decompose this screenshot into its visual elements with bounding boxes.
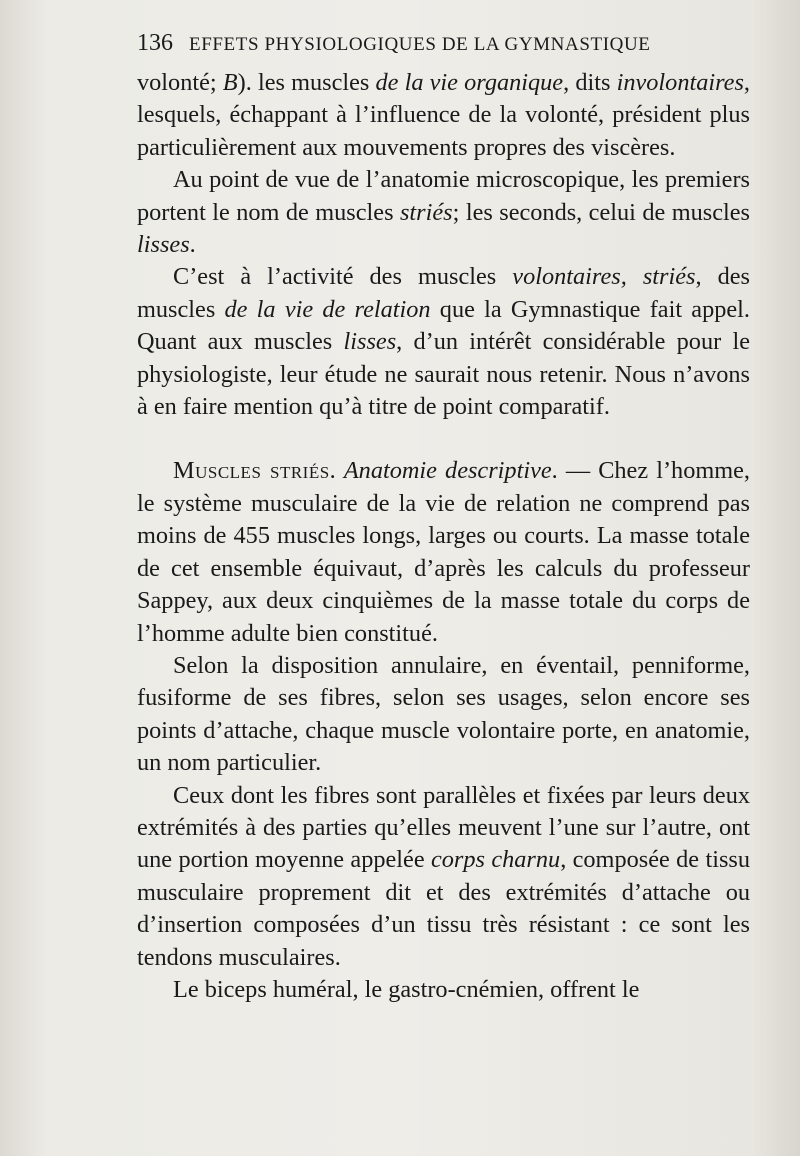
- text-run: Au point de vue de l’anatomie microscopique, les premiers portent le nom de muscles: [137, 166, 750, 226]
- italic-run: de la vie de relation: [224, 295, 431, 323]
- body-text: [137, 67, 750, 1006]
- paragraph: [137, 261, 750, 423]
- italic-run: involontaires: [616, 69, 744, 96]
- paragraph: [137, 780, 750, 974]
- running-header: [137, 30, 757, 57]
- italic-run: de la vie organique: [375, 69, 564, 96]
- paragraph: [137, 164, 750, 261]
- paragraph-continuation: [137, 67, 750, 164]
- page-number: 136: [137, 30, 173, 56]
- text-run: , dits: [563, 69, 617, 96]
- text-run: ; les seconds, celui de muscles: [452, 198, 750, 226]
- italic-run: B: [222, 69, 238, 96]
- subsection-heading: Anatomie descriptive: [343, 457, 552, 485]
- text-run: ). les muscles: [237, 69, 376, 96]
- text-run: , lesquels, échappant à l’influence de la volonté, président plus particulièrement aux mouvements propres des viscères.: [137, 69, 750, 161]
- paragraph: [137, 974, 750, 1006]
- italic-run: volontaires, striés: [512, 263, 696, 291]
- paragraph: [137, 650, 750, 780]
- text-run: .: [329, 457, 344, 485]
- section-paragraph: [137, 455, 750, 649]
- text-run: , d’un intérêt considérable pour le physiologiste, leur étude ne saurait nous retenir. Nous n’avons à en faire mention qu’à titre de point comparatif.: [137, 328, 750, 421]
- text-run: , des muscles: [137, 263, 751, 323]
- italic-run: striés: [399, 198, 453, 226]
- text-run: volonté;: [137, 69, 223, 96]
- text-run: Ceux dont les fibres sont parallèles et fixées par leurs deux extrémités à des parties qu’elles meuvent l’une sur l’autre, ont une portion moyenne appelée: [137, 781, 750, 874]
- text-run: , composée de tissu musculaire proprement dit et des extrémités d’attache ou d’insertion composées d’un tissu très résistant : ce sont les tendons musculaires.: [137, 846, 751, 971]
- text-run: .: [189, 231, 196, 259]
- italic-run: lisses: [137, 231, 190, 259]
- text-run: Le biceps huméral, le gastro-cnémien, offrent le: [173, 975, 640, 1003]
- running-title: EFFETS PHYSIOLOGIQUES DE LA GYMNASTIQUE: [189, 34, 651, 55]
- italic-run: lisses: [343, 328, 397, 356]
- text-run: C’est à l’activité des muscles: [173, 263, 513, 291]
- text-run: . — Chez l’homme, le système musculaire de la vie de relation ne comprend pas moins de 455 muscles longs, larges ou courts. La masse totale de cet ensemble équivaut, d’après les calculs du professeur Sappey, aux deux cinquièmes de la masse totale du corps de l’homme adulte bien constitué.: [137, 457, 751, 647]
- text-run: Selon la disposition annulaire, en éventail, penniforme, fusiforme de ses fibres, selon ses usages, selon encore ses points d’attache, chaque muscle volontaire porte, en anatomie, un nom particulier.: [137, 651, 750, 777]
- text-run: que la Gymnastique fait appel. Quant aux muscles: [137, 295, 750, 356]
- section-heading: Muscles striés: [173, 457, 330, 485]
- italic-run: corps charnu: [430, 846, 561, 874]
